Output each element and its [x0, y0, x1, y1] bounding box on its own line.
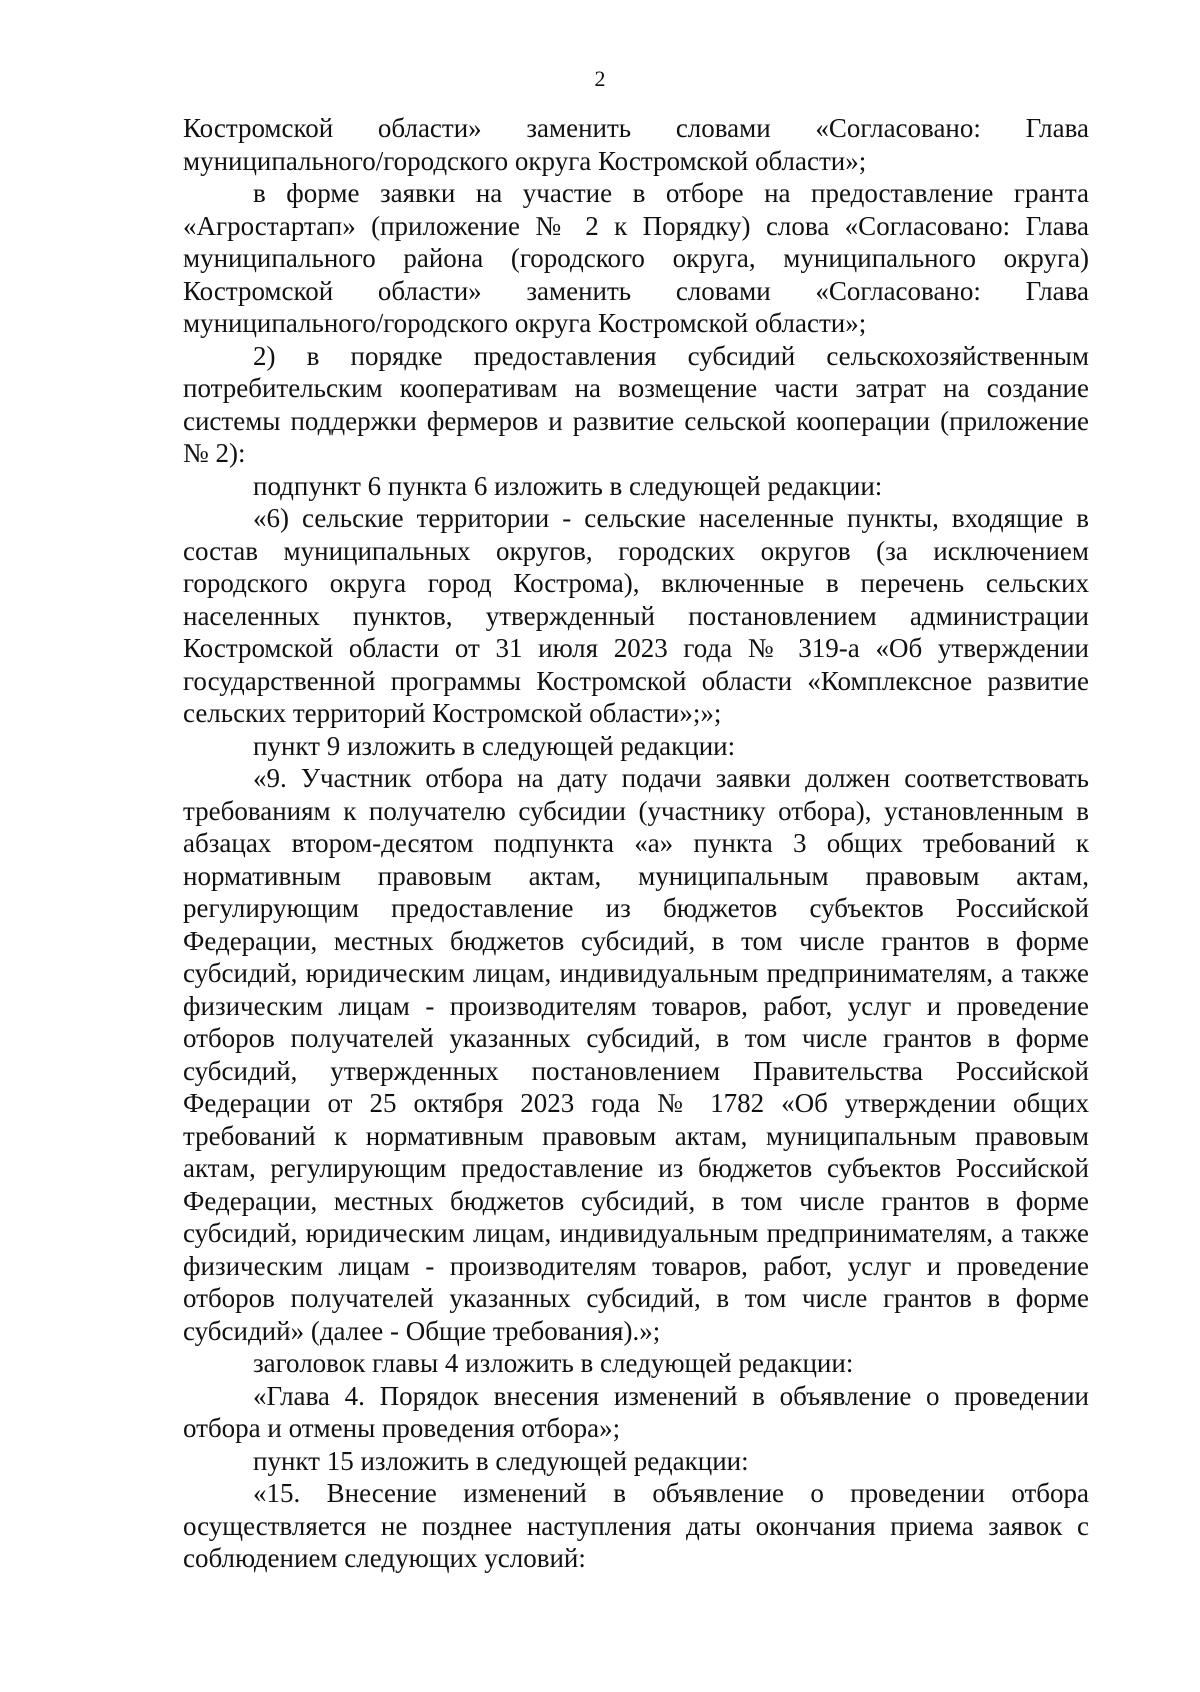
paragraph-7: «9. Участник отбора на дату подачи заявки должен соответствовать требованиям к получателю субсидии (участнику отбора), установленным в абзацах втором-десятом подпункта «а» пункта 3 общих требований к нормативным правовым актам, муниципальным правовым актам, регулирующим предоставление из бюджетов субъектов Российской Федерации, местных бюджетов субсидий, в том числе грантов в форме субсидий, юридическим лицам, индивидуальным предпринимателям, а также физическим лицам - производителям товаров, работ, услуг и проведение отборов получателей указанных субсидий, в том числе грантов в форме субсидий, утвержденных постановлением Правительства Российской Федерации от 25 октября 2023 года № 1782 «Об утверждении общих требований к нормативным правовым актам, муниципальным правовым актам, регулирующим предоставление из бюджетов субъектов Российской Федерации, местных бюджетов субсидий, в том числе грантов в форме субсидий, юридическим лицам, индивидуальным предпринимателям, а также физическим лицам - производителям товаров, работ, услуг и проведение отборов получателей указанных субсидий, в том числе грантов в форме субсидий» (далее - Общие требования).»; — [183, 763, 1089, 1346]
paragraph-8: заголовок главы 4 изложить в следующей редакции: — [253, 1348, 854, 1378]
paragraph-10: пункт 15 изложить в следующей редакции: — [253, 1445, 749, 1476]
paragraph-11: «15. Внесение изменений в объявление о проведении отбора осуществляется не позднее наступления даты окончания приема заявок с соблюдением следующих условий: — [183, 1478, 1089, 1573]
paragraph-1: Костромской области» заменить словами «Согласовано: Глава муниципального/городского округа Костромской области»; — [183, 113, 1089, 176]
paragraph-4: подпункт 6 пункта 6 изложить в следующей редакции: — [253, 470, 883, 501]
page-number: 2 — [594, 66, 606, 91]
paragraph-2: в форме заявки на участие в отборе на предоставление гранта «Агростартап» (приложение № 2 к Порядку) слова «Согласовано: Глава муниципального района (городского округа, муниципального округа) Костромской области» заменить словами «Согласовано: Глава муниципального/городского округа Костромской области»; — [183, 178, 1089, 338]
document-body — [183, 112, 1089, 1575]
paragraph-3: 2) в порядке предоставления субсидий сельскохозяйственным потребительским кооперативам на возмещение части затрат на создание системы поддержки фермеров и развитие сельской кооперации (приложение № 2): — [183, 340, 1089, 468]
paragraph-5: «6) сельские территории - сельские населенные пункты, входящие в состав муниципальных округов, городских округов (за исключением городского округа город Кострома), включенные в перечень сельских населенных пунктов, утвержденный постановлением администрации Костромской области от 31 июля 2023 года № 319-а «Об утверждении государственной программы Костромской области «Комплексное развитие сельских территорий Костромской области»;»; — [183, 503, 1089, 728]
paragraph-9: «Глава 4. Порядок внесения изменений в объявление о проведении отбора и отмены проведения отбора»; — [183, 1380, 1089, 1443]
paragraph-6: пункт 9 изложить в следующей редакции: — [253, 730, 736, 761]
